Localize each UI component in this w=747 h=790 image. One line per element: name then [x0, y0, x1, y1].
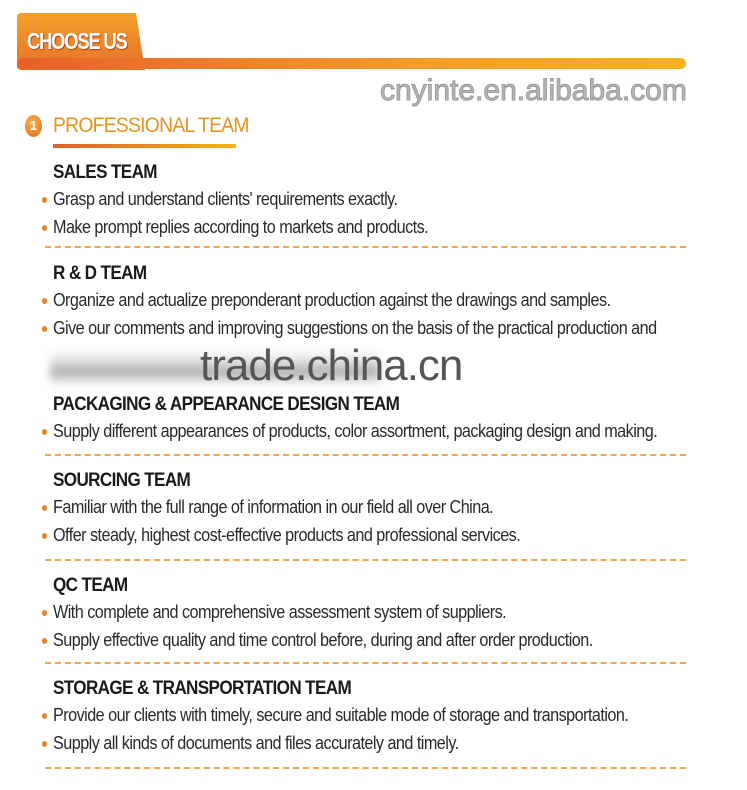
divider: [45, 767, 686, 769]
section-title: PROFESSIONAL TEAM: [53, 114, 249, 137]
team-heading: R & D TEAM: [53, 263, 147, 284]
banner-bar: [17, 58, 686, 69]
divider: [45, 246, 686, 248]
divider: [45, 662, 686, 664]
team-storage: [40, 676, 690, 757]
watermark-trade-china: trade.china.cn: [200, 341, 463, 390]
team-sales: [40, 160, 690, 241]
section-number-icon: 1: [25, 115, 42, 137]
bullet-item: With complete and comprehensive assessment system of suppliers.: [40, 598, 690, 626]
bullet-item: Offer steady, highest cost-effective products and professional services.: [40, 521, 690, 549]
bullet-item: Provide our clients with timely, secure and suitable mode of storage and transportation.: [40, 701, 690, 729]
bullet-item: Familiar with the full range of information in our field all over China.: [40, 493, 690, 521]
banner-title: CHOOSE US: [27, 28, 127, 54]
bullet-item: Organize and actualize preponderant production against the drawings and samples.: [40, 286, 690, 314]
divider: [45, 559, 686, 561]
team-qc: [40, 573, 690, 654]
bullet-item: Supply effective quality and time control before, during and after order production.: [40, 626, 690, 654]
section-underline: [53, 144, 236, 148]
bullet-item: Make prompt replies according to markets and products.: [40, 213, 690, 241]
bullet-item: Supply all kinds of documents and files accurately and timely.: [40, 729, 690, 757]
team-heading: PACKAGING & APPEARANCE DESIGN TEAM: [53, 394, 400, 415]
team-heading: QC TEAM: [53, 575, 128, 596]
bullet-item: Supply different appearances of products, color assortment, packaging design and making.: [40, 417, 690, 445]
team-heading: SALES TEAM: [53, 162, 157, 183]
bullet-item: Give our comments and improving suggestions on the basis of the practical production and: [40, 314, 690, 342]
divider: [45, 454, 686, 456]
team-sourcing: [40, 468, 690, 549]
team-packaging: [40, 392, 690, 445]
bullet-item: Grasp and understand clients' requirements exactly.: [40, 185, 690, 213]
watermark-alibaba: cnyinte.en.alibaba.com: [380, 74, 687, 107]
team-heading: STORAGE & TRANSPORTATION TEAM: [53, 678, 352, 699]
team-heading: SOURCING TEAM: [53, 470, 191, 491]
team-rd: [40, 261, 690, 342]
